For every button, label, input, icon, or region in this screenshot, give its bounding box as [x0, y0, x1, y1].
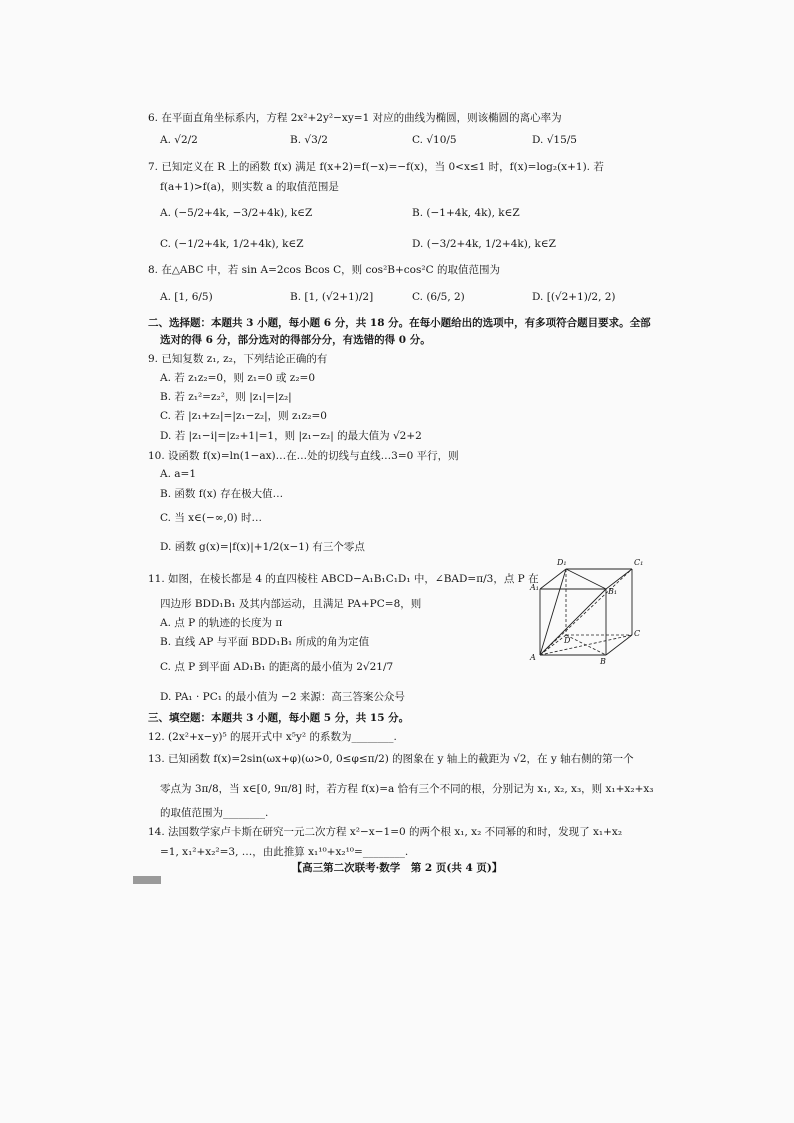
q12-stem: 12. (2x²+x−y)⁵ 的展开式中 x⁵y² 的系数为________. — [148, 731, 397, 743]
q6-stem: 6. 在平面直角坐标系内，方程 2x²+2y²−xy=1 对应的曲线为椭圆，则该椭圆的离心率为 — [148, 112, 562, 124]
q6-option-c: C. √10/5 — [412, 134, 457, 146]
q8-stem: 8. 在△ABC 中，若 sin A=2cos Bcos C，则 cos²B+cos²C 的取值范围为 — [148, 264, 500, 276]
section2-heading: 二、选择题：本题共 3 小题，每小题 6 分，共 18 分。在每小题给出的选项中，有多项符合题目要求。全部 — [148, 317, 651, 329]
q10-option-b: B. 函数 f(x) 存在极大值… — [160, 488, 284, 500]
q10-option-c: C. 当 x∈(−∞,0) 时… — [160, 512, 262, 524]
label-d1: D₁ — [557, 558, 567, 567]
q8-option-d: D. [(√2+1)/2, 2) — [532, 291, 616, 303]
prism-diagram — [528, 563, 646, 673]
q11-stem-line2: 四边形 BDD₁B₁ 及其内部运动，且满足 PA+PC=8，则 — [160, 598, 422, 610]
q7-option-a: A. (−5/2+4k, −3/2+4k), k∈Z — [160, 207, 313, 219]
q9-option-c: C. 若 |z₁+z₂|=|z₁−z₂|，则 z₁z₂=0 — [160, 410, 327, 422]
q11-option-b: B. 直线 AP 与平面 BDD₁B₁ 所成的角为定值 — [160, 636, 370, 648]
q9-option-a: A. 若 z₁z₂=0，则 z₁=0 或 z₂=0 — [160, 372, 316, 384]
q14-stem-line2: =1, x₁²+x₂²=3, …，由此推算 x₁¹⁰+x₂¹⁰=________. — [160, 846, 409, 858]
q13-stem-line3: 的取值范围为________. — [160, 807, 269, 819]
q6-option-b: B. √3/2 — [290, 134, 328, 146]
label-c1: C₁ — [634, 558, 644, 567]
label-a1: A₁ — [530, 583, 539, 592]
q11-option-a: A. 点 P 的轨迹的长度为 π — [160, 617, 283, 629]
q10-stem: 10. 设函数 f(x)=ln(1−ax)…在…处的切线与直线…3=0 平行，则 — [148, 450, 459, 462]
q8-option-c: C. (6/5, 2) — [412, 291, 465, 303]
q7-stem-line2: f(a+1)>f(a)，则实数 a 的取值范围是 — [160, 181, 339, 193]
prism-figure — [528, 558, 646, 673]
label-b: B — [600, 657, 606, 666]
q9-option-b: B. 若 z₁²=z₂²，则 |z₁|=|z₂| — [160, 391, 292, 403]
q8-option-b: B. [1, (√2+1)/2] — [290, 291, 374, 303]
q13-stem-line2: 零点为 3π/8，当 x∈[0, 9π/8] 时，若方程 f(x)=a 恰有三个不同的根，分别记为 x₁, x₂, x₃，则 x₁+x₂+x₃ — [160, 783, 654, 795]
page-footer: 【高三第二次联考·数学 第 2 页(共 4 页)】 — [291, 862, 503, 874]
section2-heading-line2: 选对的得 6 分，部分选对的得部分分，有选错的得 0 分。 — [160, 334, 431, 346]
label-a: A — [530, 653, 536, 662]
q14-stem-line1: 14. 法国数学家卢卡斯在研究一元二次方程 x²−x−1=0 的两个根 x₁, x₂ 不同幂的和时，发现了 x₁+x₂ — [148, 826, 623, 838]
q7-option-b: B. (−1+4k, 4k), k∈Z — [412, 207, 520, 219]
q11-stem-line1: 11. 如图，在棱长都是 4 的直四棱柱 ABCD−A₁B₁C₁D₁ 中，∠BAD=π/3，点 P 在 — [148, 573, 539, 585]
q11-option-d: D. PA₁ · PC₁ 的最小值为 −2 来源：高三答案公众号 — [160, 691, 405, 703]
q7-option-c: C. (−1/2+4k, 1/2+4k), k∈Z — [160, 238, 304, 250]
q8-option-a: A. [1, 6/5) — [160, 291, 213, 303]
q11-option-c: C. 点 P 到平面 AD₁B₁ 的距离的最小值为 2√21/7 — [160, 661, 394, 673]
q13-stem-line1: 13. 已知函数 f(x)=2sin(ωx+φ)(ω>0, 0≤φ≤π/2) 的图象在 y 轴上的截距为 √2，在 y 轴右侧的第一个 — [148, 753, 634, 765]
q10-option-d: D. 函数 g(x)=|f(x)|+1/2(x−1) 有三个零点 — [160, 541, 365, 553]
scan-mark — [133, 876, 161, 884]
q9-stem: 9. 已知复数 z₁, z₂，下列结论正确的有 — [148, 353, 328, 365]
q6-option-d: D. √15/5 — [532, 134, 577, 146]
section3-heading: 三、填空题：本题共 3 小题，每小题 5 分，共 15 分。 — [148, 712, 410, 724]
q7-stem-line1: 7. 已知定义在 R 上的函数 f(x) 满足 f(x+2)=f(−x)=−f(x)，当 0<x≤1 时，f(x)=log₂(x+1). 若 — [148, 161, 604, 173]
q10-option-a: A. a=1 — [160, 468, 196, 480]
q9-option-d: D. 若 |z₁−i|=|z₂+1|=1，则 |z₁−z₂| 的最大值为 √2+2 — [160, 430, 422, 442]
label-b1: B₁ — [608, 587, 618, 596]
label-c: C — [634, 629, 641, 638]
label-d: D — [564, 636, 571, 645]
q7-option-d: D. (−3/2+4k, 1/2+4k), k∈Z — [412, 238, 556, 250]
q6-option-a: A. √2/2 — [160, 134, 198, 146]
